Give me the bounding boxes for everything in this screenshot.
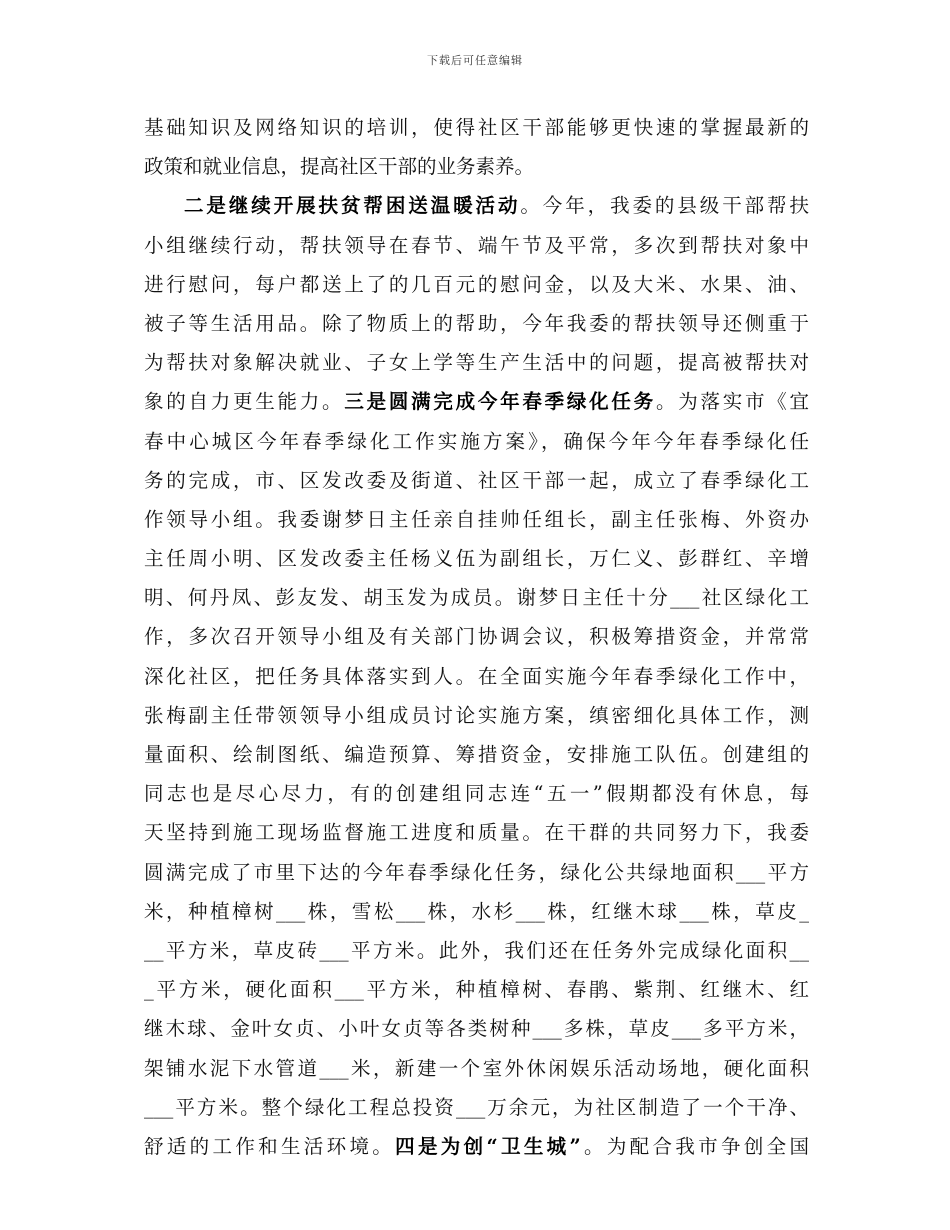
body-text-run: _平方米，硬化面积___平方米，种植樟树、春鹃、紫荆、红继木、红 — [144, 978, 809, 1002]
body-text-run: 。今年，我委的县级干部帮扶 — [520, 194, 809, 218]
bold-heading-text: 三是圆满完成今年春季绿化任务 — [344, 390, 656, 414]
body-text-run: 象的自力更生能力。 — [144, 390, 345, 414]
text-line — [144, 578, 809, 617]
text-line — [144, 461, 809, 500]
body-text-run: 春中心城区今年春季绿化工作实施方案》，确保今年今年春季绿化任 — [144, 429, 809, 453]
body-text-run: 进行慰问，每户都送上了的几百元的慰问金，以及大米、水果、油、 — [144, 272, 809, 296]
body-text-run: 深化社区，把任务具体落实到人。在全面实施今年春季绿化工作中， — [144, 664, 809, 688]
text-line — [144, 343, 809, 382]
body-text-run: __平方米，草皮砖___平方米。此外，我们还在任务外完成绿化面积__ — [144, 938, 809, 962]
body-text-run: 。为落实市《宜 — [655, 390, 809, 414]
body-text-run: 继木球、金叶女贞、小叶女贞等各类树种___多株，草皮___多平方米， — [144, 1017, 809, 1041]
text-line — [144, 147, 809, 186]
document-body — [144, 108, 809, 1166]
text-line — [144, 422, 809, 461]
text-line — [144, 853, 809, 892]
text-line — [144, 892, 809, 931]
text-line — [144, 774, 809, 813]
body-text-run: 作领导小组。我委谢梦日主任亲自挂帅任组长，副主任张梅、外资办 — [144, 507, 809, 531]
text-line — [144, 186, 809, 225]
body-text-run: 舒适的工作和生活环境。 — [144, 1134, 396, 1158]
body-text-run: 米，种植樟树___株，雪松___株，水杉___株，红继木球___株，草皮_ — [144, 899, 809, 923]
text-line — [144, 813, 809, 852]
body-text-run: 主任周小明、区发改委主任杨义伍为副组长，万仁义、彭群红、辛增 — [144, 547, 809, 571]
text-line — [144, 970, 809, 1009]
body-text-run: 被子等生活用品。除了物质上的帮助，今年我委的帮扶领导还侧重于 — [144, 311, 809, 335]
page-header: 下载后可任意编辑 — [427, 54, 523, 67]
bold-heading-text: 二是继续开展扶贫帮困送温暖活动 — [184, 194, 521, 218]
body-text-run: 作，多次召开领导小组及有关部门协调会议，积极筹措资金，并常常 — [144, 625, 809, 649]
body-text-run: 。为配合我市争创全国 — [580, 1134, 809, 1158]
body-text-run: 明、何丹凤、彭友发、胡玉发为成员。谢梦日主任十分___社区绿化工 — [144, 586, 809, 610]
body-text-run: ___平方米。整个绿化工程总投资___万余元，为社区制造了一个干净、 — [144, 1095, 809, 1119]
body-text-run: 务的完成，市、区发改委及街道、社区干部一起，成立了春季绿化工 — [144, 468, 809, 492]
bold-heading-text: 四是为创“卫生城” — [395, 1134, 581, 1158]
text-line — [144, 657, 809, 696]
body-text-run: 政策和就业信息，提高社区干部的业务素养。 — [144, 155, 535, 179]
body-text-run: 基础知识及网络知识的培训，使得社区干部能够更快速的掌握最新的 — [144, 116, 809, 139]
text-line — [144, 617, 809, 656]
text-line — [144, 1049, 809, 1088]
text-line — [144, 1127, 809, 1166]
body-text-run: 张梅副主任带领领导小组成员讨论实施方案，缜密细化具体工作，测 — [144, 703, 809, 727]
text-line — [144, 226, 809, 265]
body-text-run: 为帮扶对象解决就业、子女上学等生产生活中的问题，提高被帮扶对 — [144, 351, 809, 375]
text-line — [144, 735, 809, 774]
body-text-run: 小组继续行动，帮扶领导在春节、端午节及平常，多次到帮扶对象中 — [144, 233, 809, 257]
text-line — [144, 1009, 809, 1048]
body-text-run: 同志也是尽心尽力，有的创建组同志连“五一”假期都没有休息，每 — [144, 782, 809, 806]
text-line — [144, 696, 809, 735]
text-line — [144, 382, 809, 421]
body-text-run: 天坚持到施工现场监督施工进度和质量。在干群的共同努力下，我委 — [144, 821, 809, 845]
text-line — [144, 500, 809, 539]
text-line — [144, 931, 809, 970]
body-text-run: 量面积、绘制图纸、编造预算、筹措资金，安排施工队伍。创建组的 — [144, 743, 809, 766]
body-text-run: 架铺水泥下水管道___米，新建一个室外休闲娱乐活动场地，硬化面积 — [144, 1056, 809, 1080]
text-line — [144, 265, 809, 304]
body-text-run: 圆满完成了市里下达的今年春季绿化任务，绿化公共绿地面积___平方 — [144, 860, 809, 884]
text-line — [144, 539, 809, 578]
text-line — [144, 108, 809, 147]
text-line — [144, 1088, 809, 1127]
text-line — [144, 304, 809, 343]
